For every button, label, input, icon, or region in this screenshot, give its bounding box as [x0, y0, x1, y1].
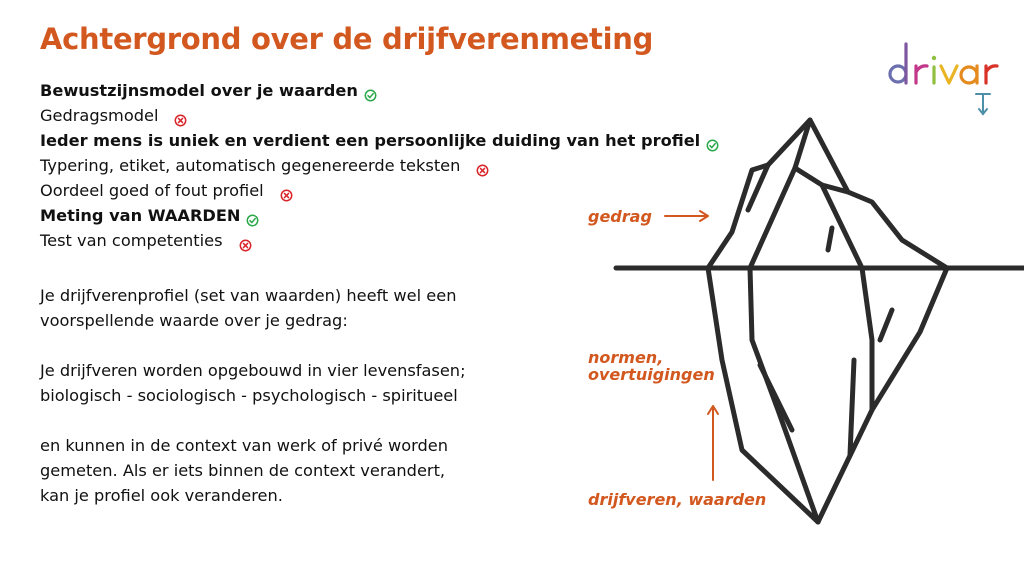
paragraph-context [40, 433, 560, 508]
iceberg-base-facet [850, 360, 854, 455]
check-icon [246, 209, 259, 222]
iceberg-tip-facet [828, 228, 832, 250]
criteria-item-text: Test van competenties [40, 231, 223, 250]
page-title: Achtergrond over de drijfverenmeting [40, 22, 654, 56]
criteria-item-text: Oordeel goed of fout profiel [40, 181, 264, 200]
cross-icon [476, 159, 489, 172]
criteria-item-text: Meting van WAARDEN [40, 206, 241, 225]
label-gedrag: gedrag [588, 207, 652, 226]
iceberg-base-outline [708, 268, 947, 522]
paragraph-line: Je drijfveren worden opgebouwd in vier levensfasen; [40, 361, 466, 380]
criteria-item-text: Gedragsmodel [40, 106, 159, 125]
logo-letter-r2 [986, 66, 997, 83]
iceberg-base-facet [750, 268, 818, 522]
logo-letter-i [932, 56, 936, 83]
paragraph-line: Je drijfverenprofiel (set van waarden) heeft wel een [40, 286, 457, 305]
paragraph-line: biologisch - sociologisch - psychologisch - spiritueel [40, 386, 458, 405]
cross-icon [174, 109, 187, 122]
logo-letter-v [941, 66, 957, 83]
paragraph-prediction [40, 283, 560, 333]
paragraph-line: gemeten. Als er iets binnen de context verandert, [40, 461, 446, 480]
label-overtuigingen: overtuigingen [588, 365, 715, 384]
logo-letter-a [961, 66, 977, 83]
criteria-item [40, 78, 740, 103]
cross-icon [280, 184, 293, 197]
iceberg-base-facet [760, 365, 792, 430]
paragraph-line: en kunnen in de context van werk of privé worden [40, 436, 448, 455]
gedrag-arrow [665, 211, 708, 221]
paragraph-line: kan je profiel ook veranderen. [40, 486, 283, 505]
paragraph-life-phases [40, 358, 560, 408]
waarden-arrow [708, 406, 718, 480]
label-drijfveren-waarden: drijfveren, waarden [588, 490, 767, 509]
iceberg-tip-facet [795, 168, 862, 268]
label-normen: normen, [588, 348, 664, 367]
logo-letter-r [916, 66, 927, 83]
criteria-item-text: Typering, etiket, automatisch gegenereerde teksten [40, 156, 461, 175]
iceberg-base-facet [880, 310, 892, 340]
iceberg-illustration [610, 110, 1024, 530]
drivar-logo [886, 30, 1006, 120]
cross-icon [239, 234, 252, 247]
logo-letter-d [890, 44, 906, 83]
paragraph-line: voorspellende waarde over je gedrag: [40, 311, 348, 330]
check-icon [364, 84, 377, 97]
iceberg-base-facet [862, 268, 872, 410]
criteria-item-text: Ieder mens is uniek en verdient een persoonlijke duiding van het profiel [40, 131, 701, 150]
criteria-item-text: Bewustzijnsmodel over je waarden [40, 81, 358, 100]
iceberg-tip-facet [750, 120, 810, 268]
